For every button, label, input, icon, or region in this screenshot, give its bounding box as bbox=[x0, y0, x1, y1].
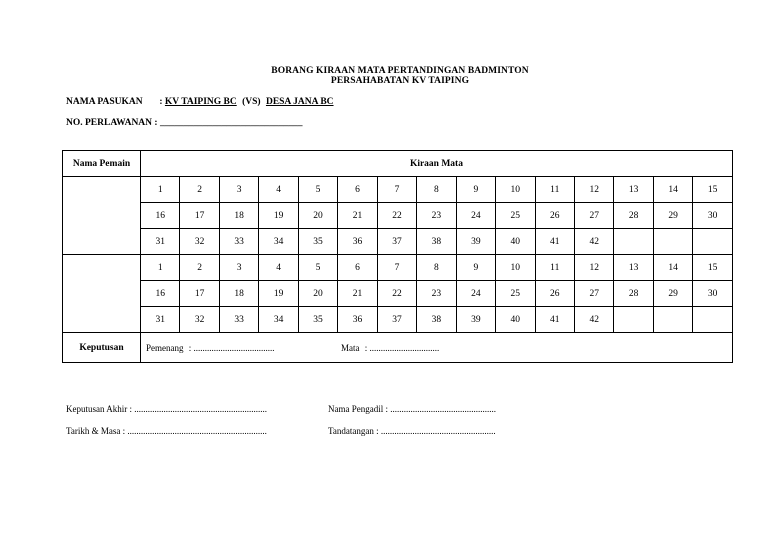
decision-cell bbox=[141, 333, 733, 363]
point-cell[interactable]: 39 bbox=[456, 229, 495, 255]
point-cell[interactable]: 31 bbox=[141, 229, 180, 255]
point-cell[interactable]: 24 bbox=[456, 281, 495, 307]
point-cell[interactable]: 4 bbox=[259, 177, 298, 203]
decision-label: Keputusan bbox=[63, 333, 141, 363]
point-cell[interactable]: 30 bbox=[693, 203, 733, 229]
point-cell[interactable]: 3 bbox=[219, 255, 258, 281]
point-cell[interactable]: 6 bbox=[338, 177, 377, 203]
point-cell[interactable]: 39 bbox=[456, 307, 495, 333]
point-cell[interactable]: 42 bbox=[574, 307, 613, 333]
point-cell[interactable]: 16 bbox=[141, 203, 180, 229]
point-cell[interactable]: 41 bbox=[535, 307, 574, 333]
point-cell[interactable] bbox=[693, 307, 733, 333]
point-cell[interactable]: 1 bbox=[141, 177, 180, 203]
point-cell[interactable]: 6 bbox=[338, 255, 377, 281]
point-cell[interactable]: 2 bbox=[180, 177, 219, 203]
point-cell[interactable]: 25 bbox=[496, 203, 535, 229]
point-cell[interactable]: 11 bbox=[535, 177, 574, 203]
point-cell[interactable]: 18 bbox=[219, 203, 258, 229]
point-cell[interactable]: 28 bbox=[614, 203, 653, 229]
team-separator: : bbox=[159, 97, 163, 107]
match-number-label: NO. PERLAWANAN : bbox=[66, 118, 158, 128]
form-title-line1: BORANG KIRAAN MATA PERTANDINGAN BADMINTON bbox=[271, 66, 529, 76]
final-result-row bbox=[66, 404, 267, 414]
point-cell[interactable] bbox=[614, 307, 653, 333]
point-cell[interactable]: 18 bbox=[219, 281, 258, 307]
table-header-row bbox=[63, 151, 733, 177]
point-cell[interactable]: 26 bbox=[535, 203, 574, 229]
point-cell[interactable]: 34 bbox=[259, 229, 298, 255]
point-cell[interactable]: 2 bbox=[180, 255, 219, 281]
umpire-field[interactable]: ............................................... bbox=[390, 404, 496, 414]
player1-name-cell[interactable] bbox=[63, 177, 141, 255]
point-cell[interactable]: 23 bbox=[417, 203, 456, 229]
point-cell[interactable]: 21 bbox=[338, 281, 377, 307]
winner-label: Pemenang bbox=[146, 342, 184, 353]
point-cell[interactable]: 27 bbox=[574, 281, 613, 307]
table-row bbox=[63, 307, 733, 333]
point-cell[interactable] bbox=[653, 307, 692, 333]
point-cell[interactable]: 31 bbox=[141, 307, 180, 333]
point-cell[interactable]: 25 bbox=[496, 281, 535, 307]
point-cell[interactable] bbox=[693, 229, 733, 255]
point-cell[interactable]: 38 bbox=[417, 307, 456, 333]
point-cell[interactable]: 22 bbox=[377, 281, 416, 307]
point-cell[interactable]: 26 bbox=[535, 281, 574, 307]
point-cell[interactable]: 37 bbox=[377, 229, 416, 255]
point-cell[interactable]: 42 bbox=[574, 229, 613, 255]
point-cell[interactable]: 8 bbox=[417, 255, 456, 281]
point-cell[interactable]: 19 bbox=[259, 203, 298, 229]
point-cell[interactable]: 38 bbox=[417, 229, 456, 255]
team-b-name: DESA JANA BC bbox=[265, 97, 334, 107]
point-cell[interactable]: 37 bbox=[377, 307, 416, 333]
point-cell[interactable]: 10 bbox=[496, 177, 535, 203]
point-cell[interactable]: 27 bbox=[574, 203, 613, 229]
point-cell[interactable]: 9 bbox=[456, 177, 495, 203]
points-label: Mata bbox=[341, 342, 360, 353]
point-cell[interactable]: 14 bbox=[653, 255, 692, 281]
final-result-label: Keputusan Akhir : bbox=[66, 404, 132, 414]
point-cell[interactable]: 29 bbox=[653, 203, 692, 229]
point-cell[interactable]: 20 bbox=[298, 203, 337, 229]
point-cell[interactable]: 15 bbox=[693, 255, 733, 281]
point-cell[interactable]: 35 bbox=[298, 307, 337, 333]
signature-row bbox=[328, 426, 496, 436]
point-cell[interactable]: 8 bbox=[417, 177, 456, 203]
table-row bbox=[63, 281, 733, 307]
date-time-label: Tarikh & Masa : bbox=[66, 426, 126, 436]
point-cell[interactable]: 1 bbox=[141, 255, 180, 281]
point-cell[interactable]: 41 bbox=[535, 229, 574, 255]
match-number-row bbox=[66, 118, 302, 128]
match-number-field[interactable]: ______________________________ bbox=[159, 118, 303, 128]
point-cell[interactable]: 34 bbox=[259, 307, 298, 333]
point-cell[interactable]: 29 bbox=[653, 281, 692, 307]
table-row bbox=[63, 203, 733, 229]
signature-field[interactable]: ................................................... bbox=[380, 426, 496, 436]
point-cell[interactable]: 28 bbox=[614, 281, 653, 307]
score-table bbox=[62, 150, 733, 363]
team-name-label: NAMA PASUKAN bbox=[66, 97, 143, 107]
point-cell[interactable]: 32 bbox=[180, 307, 219, 333]
point-cell[interactable] bbox=[653, 229, 692, 255]
point-cell[interactable] bbox=[614, 229, 653, 255]
form-title-line2: PERSAHABATAN KV TAIPING bbox=[330, 76, 470, 86]
point-cell[interactable]: 5 bbox=[298, 255, 337, 281]
point-cell[interactable]: 32 bbox=[180, 229, 219, 255]
point-cell[interactable]: 17 bbox=[180, 281, 219, 307]
signature-label: Tandatangan : bbox=[328, 426, 379, 436]
point-cell[interactable]: 33 bbox=[219, 307, 258, 333]
point-cell[interactable]: 14 bbox=[653, 177, 692, 203]
point-cell[interactable]: 30 bbox=[693, 281, 733, 307]
point-cell[interactable]: 4 bbox=[259, 255, 298, 281]
point-cell[interactable]: 40 bbox=[496, 307, 535, 333]
point-cell[interactable]: 15 bbox=[693, 177, 733, 203]
final-result-field[interactable]: ........................................................... bbox=[134, 404, 267, 414]
point-cell[interactable]: 20 bbox=[298, 281, 337, 307]
point-cell[interactable]: 40 bbox=[496, 229, 535, 255]
points-field[interactable]: : ............................... bbox=[364, 342, 440, 353]
point-cell[interactable]: 11 bbox=[535, 255, 574, 281]
team-a-name: KV TAIPING BC bbox=[164, 97, 237, 107]
point-cell[interactable]: 19 bbox=[259, 281, 298, 307]
point-cell[interactable]: 12 bbox=[574, 177, 613, 203]
point-cell[interactable]: 17 bbox=[180, 203, 219, 229]
points-count-header: Kiraan Mata bbox=[141, 151, 733, 177]
decision-row bbox=[63, 333, 733, 363]
point-cell[interactable]: 13 bbox=[614, 255, 653, 281]
point-cell[interactable]: 36 bbox=[338, 229, 377, 255]
point-cell[interactable]: 10 bbox=[496, 255, 535, 281]
point-cell[interactable]: 35 bbox=[298, 229, 337, 255]
date-time-row bbox=[66, 426, 267, 436]
point-cell[interactable]: 9 bbox=[456, 255, 495, 281]
umpire-row bbox=[328, 404, 496, 414]
point-cell[interactable]: 3 bbox=[219, 177, 258, 203]
vs-label: (VS) bbox=[242, 97, 261, 107]
point-cell[interactable]: 7 bbox=[377, 255, 416, 281]
point-cell[interactable]: 12 bbox=[574, 255, 613, 281]
player-name-header: Nama Pemain bbox=[63, 151, 141, 177]
player2-name-cell[interactable] bbox=[63, 255, 141, 333]
point-cell[interactable]: 21 bbox=[338, 203, 377, 229]
point-cell[interactable]: 36 bbox=[338, 307, 377, 333]
table-row bbox=[63, 229, 733, 255]
point-cell[interactable]: 16 bbox=[141, 281, 180, 307]
point-cell[interactable]: 33 bbox=[219, 229, 258, 255]
umpire-label: Nama Pengadil : bbox=[328, 404, 388, 414]
team-name-row bbox=[66, 97, 334, 107]
point-cell[interactable]: 22 bbox=[377, 203, 416, 229]
point-cell[interactable]: 7 bbox=[377, 177, 416, 203]
point-cell[interactable]: 5 bbox=[298, 177, 337, 203]
date-time-field[interactable]: .............................................................. bbox=[127, 426, 267, 436]
point-cell[interactable]: 24 bbox=[456, 203, 495, 229]
table-row bbox=[63, 177, 733, 203]
point-cell[interactable]: 13 bbox=[614, 177, 653, 203]
point-cell[interactable]: 23 bbox=[417, 281, 456, 307]
table-row bbox=[63, 255, 733, 281]
winner-field[interactable]: : .................................... bbox=[188, 342, 275, 353]
